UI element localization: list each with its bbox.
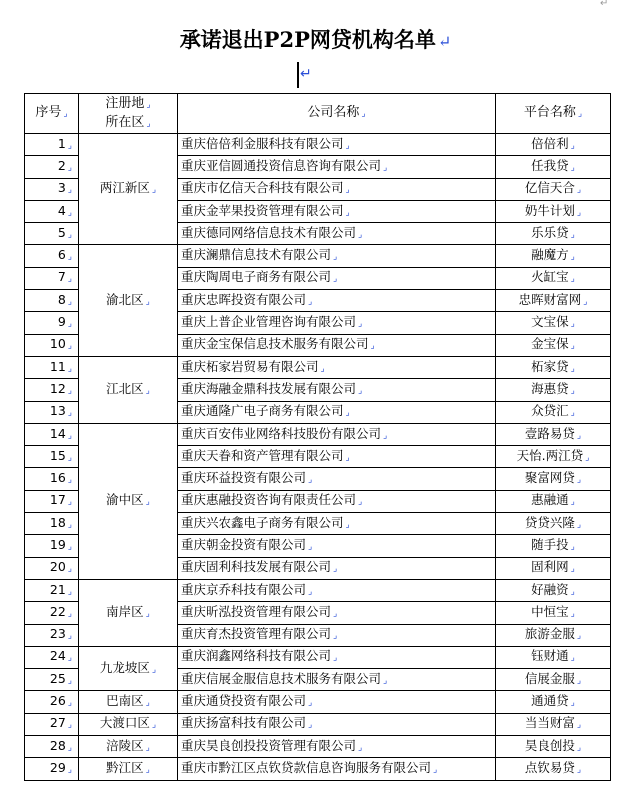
platform-name-cell: 海惠贷 ⌟ [496, 379, 611, 401]
row-index: 29 ⌟ [25, 758, 79, 780]
row-index: 26 ⌟ [25, 691, 79, 713]
company-name-cell: 重庆天眷和资产管理有限公司 ⌟ [178, 446, 496, 468]
company-name-cell: 重庆兴农鑫电子商务有限公司 ⌟ [178, 513, 496, 535]
table-row [25, 245, 611, 267]
platform-name-cell: 柘家贷 ⌟ [496, 356, 611, 378]
district-cell: 黔江区 ⌟ [79, 758, 178, 780]
platform-name-cell: 金宝保 ⌟ [496, 334, 611, 356]
row-index: 6 ⌟ [25, 245, 79, 267]
platform-name-cell: 忠晖财富网 ⌟ [496, 290, 611, 312]
platform-name-cell: 亿信天合 ⌟ [496, 178, 611, 200]
row-index: 23 ⌟ [25, 624, 79, 646]
platform-name-cell: 奶牛计划 ⌟ [496, 200, 611, 222]
table-header-row [25, 94, 611, 134]
company-name-cell: 重庆澜鼎信息技术有限公司 ⌟ [178, 245, 496, 267]
platform-name-cell: 旅游金服 ⌟ [496, 624, 611, 646]
company-name-cell: 重庆忠晖投资有限公司 ⌟ [178, 290, 496, 312]
row-index: 12 ⌟ [25, 379, 79, 401]
company-name-cell: 重庆市亿信天合科技有限公司 ⌟ [178, 178, 496, 200]
district-cell: 两江新区 ⌟ [79, 134, 178, 245]
company-name-cell: 重庆上普企业管理咨询有限公司 ⌟ [178, 312, 496, 334]
company-name-cell: 重庆金苹果投资管理有限公司 ⌟ [178, 200, 496, 222]
platform-name-cell: 壹路易贷 ⌟ [496, 423, 611, 445]
platform-name-cell: 惠融通 ⌟ [496, 490, 611, 512]
company-name-cell: 重庆惠融投资咨询有限责任公司 ⌟ [178, 490, 496, 512]
platform-name-cell: 聚富网贷 ⌟ [496, 468, 611, 490]
company-name-cell: 重庆润鑫网络科技有限公司 ⌟ [178, 646, 496, 668]
company-name-cell: 重庆柘家岩贸易有限公司 ⌟ [178, 356, 496, 378]
header-company: 公司名称 ⌟ [178, 94, 496, 134]
company-name-cell: 重庆倍倍利金服科技有限公司 ⌟ [178, 134, 496, 156]
row-index: 28 ⌟ [25, 736, 79, 758]
row-index: 16 ⌟ [25, 468, 79, 490]
platform-name-cell: 融魔方 ⌟ [496, 245, 611, 267]
page-corner-mark: ↵ [600, 0, 609, 9]
platform-name-cell: 通通贷 ⌟ [496, 691, 611, 713]
row-index: 21 ⌟ [25, 579, 79, 601]
table-row [25, 423, 611, 445]
platform-name-cell: 随手投 ⌟ [496, 535, 611, 557]
district-cell: 巴南区 ⌟ [79, 691, 178, 713]
platform-name-cell: 文宝保 ⌟ [496, 312, 611, 334]
row-index: 15 ⌟ [25, 446, 79, 468]
table-row [25, 579, 611, 601]
header-district: 注册地 ⌟ 所在区 ⌟ [79, 94, 178, 134]
district-cell: 九龙坡区 ⌟ [79, 646, 178, 691]
district-cell: 渝北区 ⌟ [79, 245, 178, 356]
company-name-cell: 重庆昕泓投资管理有限公司 ⌟ [178, 602, 496, 624]
platform-name-cell: 火缸宝 ⌟ [496, 267, 611, 289]
company-name-cell: 重庆扬富科技有限公司 ⌟ [178, 713, 496, 735]
table-row [25, 356, 611, 378]
row-index: 25 ⌟ [25, 669, 79, 691]
row-index: 9 ⌟ [25, 312, 79, 334]
table-row [25, 646, 611, 668]
row-index: 18 ⌟ [25, 513, 79, 535]
company-name-cell: 重庆陶周电子商务有限公司 ⌟ [178, 267, 496, 289]
row-index: 2 ⌟ [25, 156, 79, 178]
company-name-cell: 重庆市黔江区点钦贷款信息咨询服务有限公司 ⌟ [178, 758, 496, 780]
row-index: 24 ⌟ [25, 646, 79, 668]
row-index: 4 ⌟ [25, 200, 79, 222]
platform-name-cell: 天怡.两江贷 ⌟ [496, 446, 611, 468]
document-title [0, 24, 631, 54]
district-cell: 江北区 ⌟ [79, 356, 178, 423]
platform-name-cell: 任我贷 ⌟ [496, 156, 611, 178]
company-name-cell: 重庆环益投资有限公司 ⌟ [178, 468, 496, 490]
company-name-cell: 重庆通贷投资有限公司 ⌟ [178, 691, 496, 713]
row-index: 3 ⌟ [25, 178, 79, 200]
row-index: 27 ⌟ [25, 713, 79, 735]
company-name-cell: 重庆通隆广电子商务有限公司 ⌟ [178, 401, 496, 423]
paragraph-return-mark: ↵ [437, 32, 452, 51]
row-index: 8 ⌟ [25, 290, 79, 312]
platform-name-cell: 倍倍利 ⌟ [496, 134, 611, 156]
district-cell: 大渡口区 ⌟ [79, 713, 178, 735]
platform-name-cell: 信展金服 ⌟ [496, 669, 611, 691]
platform-name-cell: 当当财富 ⌟ [496, 713, 611, 735]
platform-name-cell: 乐乐贷 ⌟ [496, 223, 611, 245]
company-name-cell: 重庆亚信圆通投资信息咨询有限公司 ⌟ [178, 156, 496, 178]
table-row [25, 134, 611, 156]
row-index: 17 ⌟ [25, 490, 79, 512]
district-cell: 南岸区 ⌟ [79, 579, 178, 646]
company-name-cell: 重庆德同网络信息技术有限公司 ⌟ [178, 223, 496, 245]
platform-name-cell: 钰财通 ⌟ [496, 646, 611, 668]
company-name-cell: 重庆信展金服信息技术服务有限公司 ⌟ [178, 669, 496, 691]
header-platform: 平台名称 ⌟ [496, 94, 611, 134]
company-name-cell: 重庆京乔科技有限公司 ⌟ [178, 579, 496, 601]
row-index: 11 ⌟ [25, 356, 79, 378]
row-index: 22 ⌟ [25, 602, 79, 624]
platform-name-cell: 昊良创投 ⌟ [496, 736, 611, 758]
district-cell: 渝中区 ⌟ [79, 423, 178, 579]
platform-name-cell: 好融资 ⌟ [496, 579, 611, 601]
table-row [25, 758, 611, 780]
company-name-cell: 重庆育杰投资管理有限公司 ⌟ [178, 624, 496, 646]
row-index: 13 ⌟ [25, 401, 79, 423]
platform-name-cell: 固利网 ⌟ [496, 557, 611, 579]
platform-name-cell: 贷贷兴隆 ⌟ [496, 513, 611, 535]
paragraph-return-mark: ↵ [300, 66, 312, 82]
platform-name-cell: 中恒宝 ⌟ [496, 602, 611, 624]
company-name-cell: 重庆金宝保信息技术服务有限公司 ⌟ [178, 334, 496, 356]
text-cursor [297, 62, 299, 88]
company-name-cell: 重庆百安伟业网络科技股份有限公司 ⌟ [178, 423, 496, 445]
table-row [25, 736, 611, 758]
table-row [25, 713, 611, 735]
company-name-cell: 重庆海融金鼎科技发展有限公司 ⌟ [178, 379, 496, 401]
table-row [25, 691, 611, 713]
row-index: 1 ⌟ [25, 134, 79, 156]
district-cell: 涪陵区 ⌟ [79, 736, 178, 758]
company-name-cell: 重庆朝金投资有限公司 ⌟ [178, 535, 496, 557]
company-name-cell: 重庆昊良创投投资管理有限公司 ⌟ [178, 736, 496, 758]
institution-table [24, 93, 611, 781]
platform-name-cell: 点钦易贷 ⌟ [496, 758, 611, 780]
row-index: 20 ⌟ [25, 557, 79, 579]
header-index: 序号 ⌟ [25, 94, 79, 134]
row-index: 5 ⌟ [25, 223, 79, 245]
title-text: 承诺退出P2P网贷机构名单 [179, 27, 436, 52]
row-index: 19 ⌟ [25, 535, 79, 557]
platform-name-cell: 众贷汇 ⌟ [496, 401, 611, 423]
row-index: 14 ⌟ [25, 423, 79, 445]
company-name-cell: 重庆固利科技发展有限公司 ⌟ [178, 557, 496, 579]
table-body [25, 134, 611, 781]
row-index: 7 ⌟ [25, 267, 79, 289]
row-index: 10 ⌟ [25, 334, 79, 356]
